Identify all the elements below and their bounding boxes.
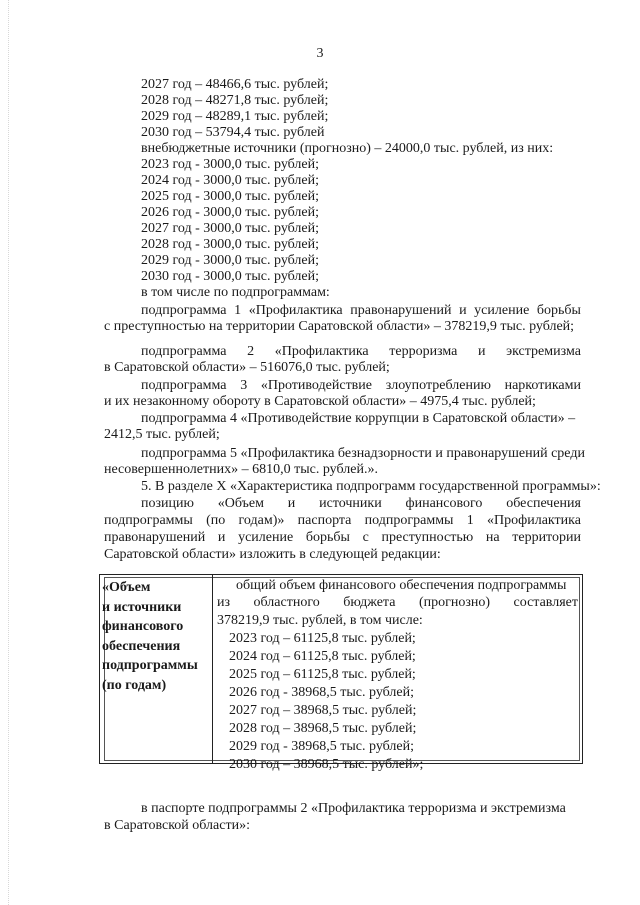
subprogram-1-line2: с преступностью на территории Саратовской области» – 378219,9 тыс. рублей; xyxy=(104,319,575,334)
text-line: 2029 год - 3000,0 тыс. рублей; xyxy=(141,253,320,268)
text-line: 2024 год - 3000,0 тыс. рублей; xyxy=(141,173,320,188)
table-year-line: 2030 год – 38968,5 тыс. рублей»; xyxy=(229,757,424,772)
scan-margin-line xyxy=(8,0,9,905)
subprogram-5-line2: несовершеннолетних» – 6810,0 тыс. рублей.». xyxy=(104,462,378,477)
subprogram-3-line1: подпрограмма 3 «Противодействие злоупотреблению наркотиками xyxy=(141,378,581,393)
table-left-line: и источники xyxy=(102,599,182,615)
text-line: 2030 год – 53794,4 тыс. рублей xyxy=(141,125,325,140)
subprogram-5-line1: подпрограмма 5 «Профилактика безнадзорности и правонарушений среди xyxy=(141,446,585,461)
subprogram-1-line1: подпрограмма 1 «Профилактика правонарушений и усиление борьбы xyxy=(141,303,581,318)
passport-2-line1: в паспорте подпрограммы 2 «Профилактика терроризма и экстремизма xyxy=(141,801,566,816)
text-line: 2023 год - 3000,0 тыс. рублей; xyxy=(141,157,320,172)
text-line: внебюджетные источники (прогнозно) – 24000,0 тыс. рублей, из них: xyxy=(141,141,554,156)
table-left-line: подпрограммы xyxy=(102,658,198,673)
table-left-line: обеспечения xyxy=(102,638,181,654)
subprogram-4-line1: подпрограмма 4 «Противодействие коррупции в Саратовской области» – xyxy=(141,411,576,426)
table-right-line2: из областного бюджета (прогнозно) составляет xyxy=(217,595,578,610)
text-line: 2028 год – 48271,8 тыс. рублей; xyxy=(141,93,329,108)
subprogram-4-line2: 2412,5 тыс. рублей; xyxy=(104,427,220,442)
table-right-line3: 378219,9 тыс. рублей, в том числе: xyxy=(217,613,423,628)
table-year-line: 2026 год - 38968,5 тыс. рублей; xyxy=(229,685,415,700)
passport-2-line2: в Саратовской области»: xyxy=(104,818,250,833)
table-year-line: 2028 год – 38968,5 тыс. рублей; xyxy=(229,721,417,736)
subprogram-2-line2: в Саратовской области» – 516076,0 тыс. рублей; xyxy=(104,360,390,375)
table-year-line: 2027 год – 38968,5 тыс. рублей; xyxy=(229,703,417,718)
table-year-line: 2024 год – 61125,8 тыс. рублей; xyxy=(229,649,416,664)
position-para-line3: правонарушений и усиление борьбы с преступностью на территории xyxy=(104,530,581,545)
text-line: 2028 год - 3000,0 тыс. рублей; xyxy=(141,237,320,252)
text-line: 2030 год - 3000,0 тыс. рублей; xyxy=(141,269,320,284)
text-line: 2025 год - 3000,0 тыс. рублей; xyxy=(141,189,320,204)
subprogram-3-line2: и их незаконному обороту в Саратовской области» – 4975,4 тыс. рублей; xyxy=(104,394,536,409)
table-year-line: 2029 год - 38968,5 тыс. рублей; xyxy=(229,739,415,754)
text-line: 2029 год – 48289,1 тыс. рублей; xyxy=(141,109,329,124)
position-para-line2: подпрограммы (по годам)» паспорта подпрограммы 1 «Профилактика xyxy=(104,513,581,528)
subprogram-2-line1: подпрограмма 2 «Профилактика терроризма и экстремизма xyxy=(141,344,581,359)
text-line: 2027 год - 3000,0 тыс. рублей; xyxy=(141,221,320,236)
position-para-line4: Саратовской области» изложить в следующей редакции: xyxy=(104,547,441,562)
table-year-line: 2025 год – 61125,8 тыс. рублей; xyxy=(229,667,416,682)
table-left-cell xyxy=(102,578,212,695)
table-left-line: (по годам) xyxy=(102,677,167,693)
text-line: 2027 год – 48466,6 тыс. рублей; xyxy=(141,77,329,92)
position-para-line1: позицию «Объем и источники финансового обеспечения xyxy=(141,496,581,511)
table-year-line: 2023 год – 61125,8 тыс. рублей; xyxy=(229,631,416,646)
item-5-heading: 5. В разделе X «Характеристика подпрограмм государственной программы»: xyxy=(141,479,601,494)
table-left-line: финансового xyxy=(102,619,184,634)
table-left-line: «Объем xyxy=(102,580,151,595)
table-column-divider xyxy=(212,575,213,763)
table-right-line1: общий объем финансового обеспечения подпрограммы xyxy=(236,578,567,593)
text-line: в том числе по подпрограммам: xyxy=(141,285,330,300)
text-line: 2026 год - 3000,0 тыс. рублей; xyxy=(141,205,320,220)
page-number: 3 xyxy=(316,46,324,61)
